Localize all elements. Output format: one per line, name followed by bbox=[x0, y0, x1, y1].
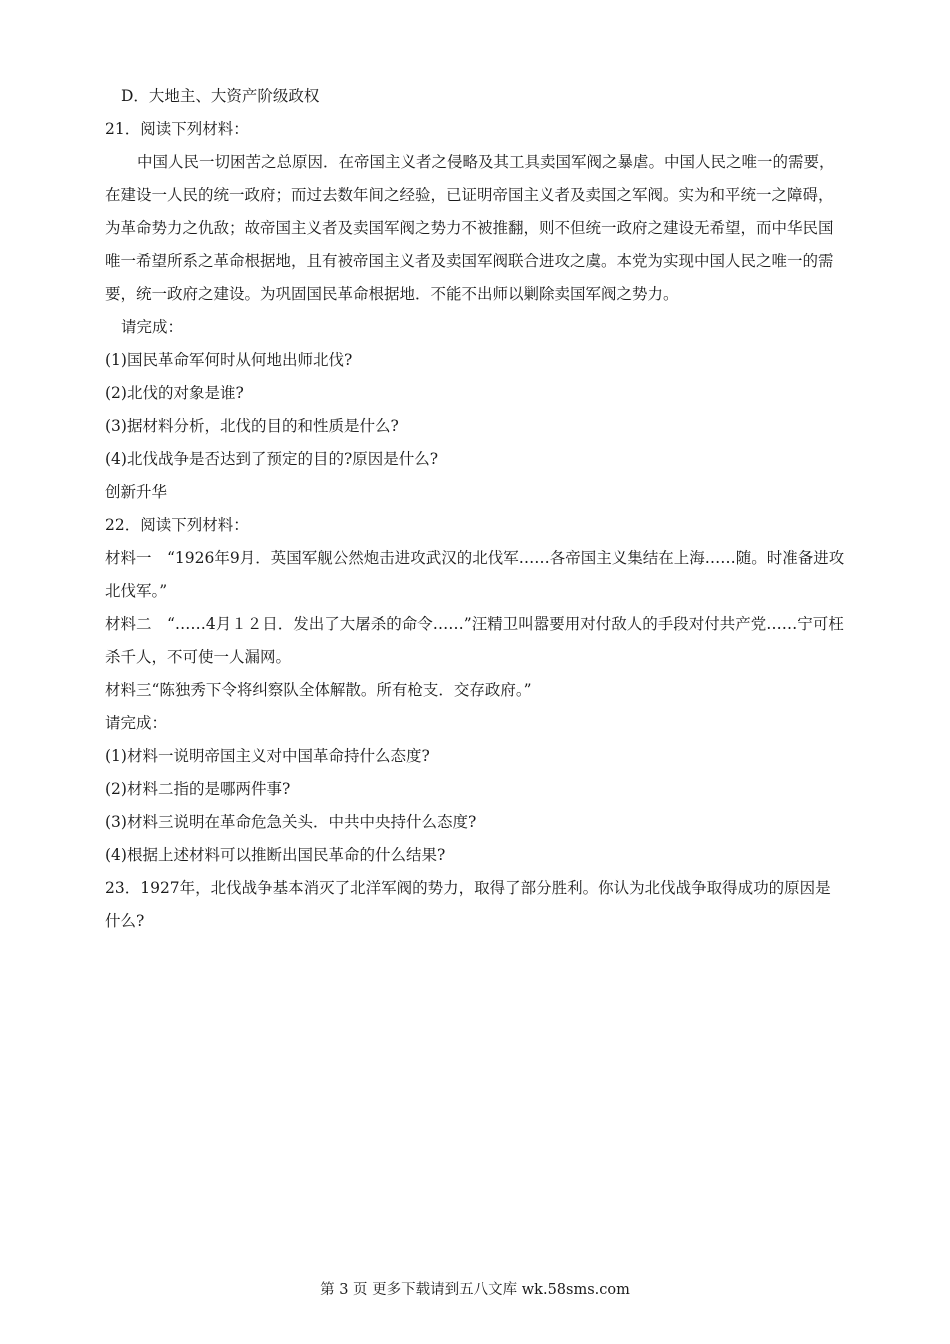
question-21-sub-2: (2)北伐的对象是谁? bbox=[105, 384, 244, 402]
question-21-material: 中国人民一切困苦之总原因．在帝国主义者之侵略及其工具卖国军阀之暴虐。中国人民之唯一的需要，在建设一人民的统一政府；而过去数年间之经验，已证明帝国主义者及卖国之军阀。实为和平统一之障碍，为革命势力之仇敌；故帝国主义者及卖国军阀之势力不被推翻，则不但统一政府之建设无希望，而中华民国唯一希望所系之革命根据地，且有被帝国主义者及卖国军阀联合进攻之虞。本党为实现中国人民之唯一的需要，统一政府之建设。为巩固国民革命根据地．不能不出师以剿除卖国军阀之势力。 bbox=[105, 153, 835, 303]
question-21-prompt: 请完成： bbox=[121, 318, 184, 336]
section-title: 创新升华 bbox=[105, 483, 168, 501]
question-22-sub-1: (1)材料一说明帝国主义对中国革命持什么态度? bbox=[105, 747, 430, 765]
question-22-prompt: 请完成： bbox=[105, 714, 168, 732]
page-footer: 第 3 页 更多下载请到五八文库 wk.58sms.com bbox=[320, 1282, 630, 1298]
question-22-stem: 22．阅读下列材料： bbox=[105, 516, 249, 534]
question-22-sub-3: (3)材料三说明在革命危急关头．中共中央持什么态度? bbox=[105, 813, 477, 831]
question-22-material-1: 材料一 “1926年9月．英国军舰公然炮击进攻武汉的北伐军……各帝国主义集结在上海……随。时准备进攻北伐军。” bbox=[105, 549, 845, 600]
question-21-sub-4: (4)北伐战争是否达到了预定的目的?原因是什么? bbox=[105, 450, 439, 468]
question-21-stem: 21．阅读下列材料： bbox=[105, 120, 249, 138]
question-22-sub-4: (4)根据上述材料可以推断出国民革命的什么结果? bbox=[105, 846, 446, 864]
question-23: 23．1927年，北伐战争基本消灭了北洋军阀的势力，取得了部分胜利。你认为北伐战争取得成功的原因是什么? bbox=[105, 879, 831, 930]
question-21-sub-1: (1)国民革命军何时从何地出师北伐? bbox=[105, 351, 353, 369]
question-22-material-3: 材料三“陈独秀下令将纠察队全体解散。所有枪支．交存政府。” bbox=[105, 681, 532, 699]
option-d: D．大地主、大资产阶级政权 bbox=[121, 87, 320, 105]
document-body bbox=[105, 80, 845, 938]
question-22-material-2: 材料二 “……4月１２日．发出了大屠杀的命令……”汪精卫叫嚣要用对付敌人的手段对付共产党……宁可枉杀千人，不可使一人漏网。 bbox=[105, 615, 844, 666]
question-22-sub-2: (2)材料二指的是哪两件事? bbox=[105, 780, 291, 798]
question-21-sub-3: (3)据材料分析，北伐的目的和性质是什么? bbox=[105, 417, 399, 435]
